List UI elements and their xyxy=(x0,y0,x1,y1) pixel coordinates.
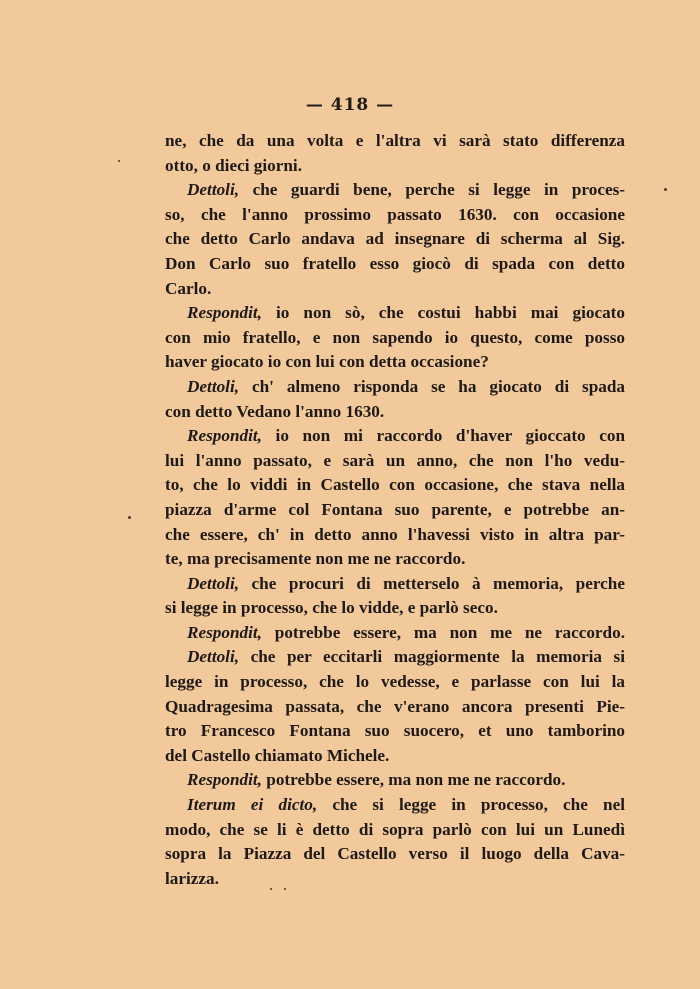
line-text: modo, che se li è detto di sopra parlò con lui un Lunedì xyxy=(165,819,625,839)
text-line xyxy=(165,842,625,867)
line-text: io non mi raccordo d'haver gioccato con xyxy=(261,426,625,446)
speaker-label: Respondit, xyxy=(187,303,262,323)
ink-speck xyxy=(270,888,272,890)
text-line xyxy=(165,768,625,793)
text-line xyxy=(165,645,625,670)
text-line xyxy=(165,523,625,548)
text-line xyxy=(165,695,625,720)
line-text: con mio fratello, e non sapendo io questo, come posso xyxy=(165,327,625,347)
text-line xyxy=(165,400,625,425)
line-text: si legge in processo, che lo vidde, e parlò seco. xyxy=(165,598,498,618)
speaker-label: Dettoli, xyxy=(187,180,240,200)
text-line xyxy=(165,203,625,228)
text-line xyxy=(165,301,625,326)
speaker-label: Respondit, xyxy=(187,622,262,642)
text-line xyxy=(165,178,625,203)
page-body-text xyxy=(165,129,625,891)
line-text: potrebbe essere, ma non me ne raccordo. xyxy=(261,622,625,642)
line-text: che si legge in processo, che nel xyxy=(317,795,626,815)
line-text: lui l'anno passato, e sarà un anno, che non l'ho vedu- xyxy=(165,450,625,470)
line-text: del Castello chiamato Michele. xyxy=(165,745,390,765)
text-line xyxy=(165,744,625,769)
speaker-label: Iterum ei dicto, xyxy=(187,795,318,815)
text-line xyxy=(165,572,625,597)
speaker-label: Respondit, xyxy=(187,770,262,790)
line-text: piazza d'arme col Fontana suo parente, e potrebbe an- xyxy=(165,499,625,519)
line-text: haver giocato io con lui con detta occasione? xyxy=(165,352,489,372)
page-number: — 418 — xyxy=(305,95,395,115)
line-text: ch' almeno risponda se ha giocato di spada xyxy=(239,376,625,396)
ink-speck xyxy=(128,516,131,519)
line-text: con detto Vedano l'anno 1630. xyxy=(165,401,385,421)
text-line xyxy=(165,547,625,572)
line-text: legge in processo, che lo vedesse, e parlasse con lui la xyxy=(165,672,625,692)
speaker-label: Dettoli, xyxy=(187,647,240,667)
line-text: tro Francesco Fontana suo suocero, et uno tamborino xyxy=(165,721,625,741)
text-line xyxy=(165,424,625,449)
text-line xyxy=(165,818,625,843)
text-line xyxy=(165,154,625,179)
line-text: Don Carlo suo fratello esso giocò di spada con detto xyxy=(165,253,625,273)
line-text: che essere, ch' in detto anno l'havessi visto in altra par- xyxy=(165,524,625,544)
line-text: che detto Carlo andava ad insegnare di scherma al Sig. xyxy=(165,229,625,249)
ink-speck xyxy=(664,188,667,191)
text-line xyxy=(165,473,625,498)
line-text: che procuri di metterselo à memoria, perche xyxy=(239,573,625,593)
speaker-label: Respondit, xyxy=(187,426,262,446)
text-line xyxy=(165,793,625,818)
text-line xyxy=(165,719,625,744)
line-text: che guardi bene, perche si legge in proces- xyxy=(239,180,625,200)
line-text: larizza. xyxy=(165,868,219,888)
text-line xyxy=(165,350,625,375)
text-line xyxy=(165,227,625,252)
line-text: otto, o dieci giorni. xyxy=(165,155,303,175)
line-text: io non sò, che costui habbi mai giocato xyxy=(261,303,625,323)
text-line xyxy=(165,498,625,523)
line-text: Quadragesima passata, che v'erano ancora presenti Pie- xyxy=(165,696,625,716)
line-text: to, che lo viddi in Castello con occasione, che stava nella xyxy=(165,475,625,495)
text-line xyxy=(165,621,625,646)
text-line xyxy=(165,252,625,277)
text-line xyxy=(165,129,625,154)
speaker-label: Dettoli, xyxy=(187,376,240,396)
line-text: sopra la Piazza del Castello verso il luogo della Cava- xyxy=(165,844,625,864)
speaker-label: Dettoli, xyxy=(187,573,240,593)
text-line xyxy=(165,277,625,302)
line-text: te, ma precisamente non me ne raccordo. xyxy=(165,549,466,569)
text-line xyxy=(165,670,625,695)
text-line xyxy=(165,326,625,351)
text-line xyxy=(165,596,625,621)
text-line xyxy=(165,867,625,892)
line-text: Carlo. xyxy=(165,278,212,298)
line-text: potrebbe essere, ma non me ne raccordo. xyxy=(261,770,566,790)
line-text: che per eccitarli maggiormente la memoria si xyxy=(239,647,625,667)
ink-speck xyxy=(118,160,120,162)
text-line xyxy=(165,375,625,400)
line-text: ne, che da una volta e l'altra vi sarà stato differenza xyxy=(165,131,625,150)
text-line xyxy=(165,449,625,474)
ink-speck xyxy=(284,888,286,890)
line-text: so, che l'anno prossimo passato 1630. con occasione xyxy=(165,204,625,224)
